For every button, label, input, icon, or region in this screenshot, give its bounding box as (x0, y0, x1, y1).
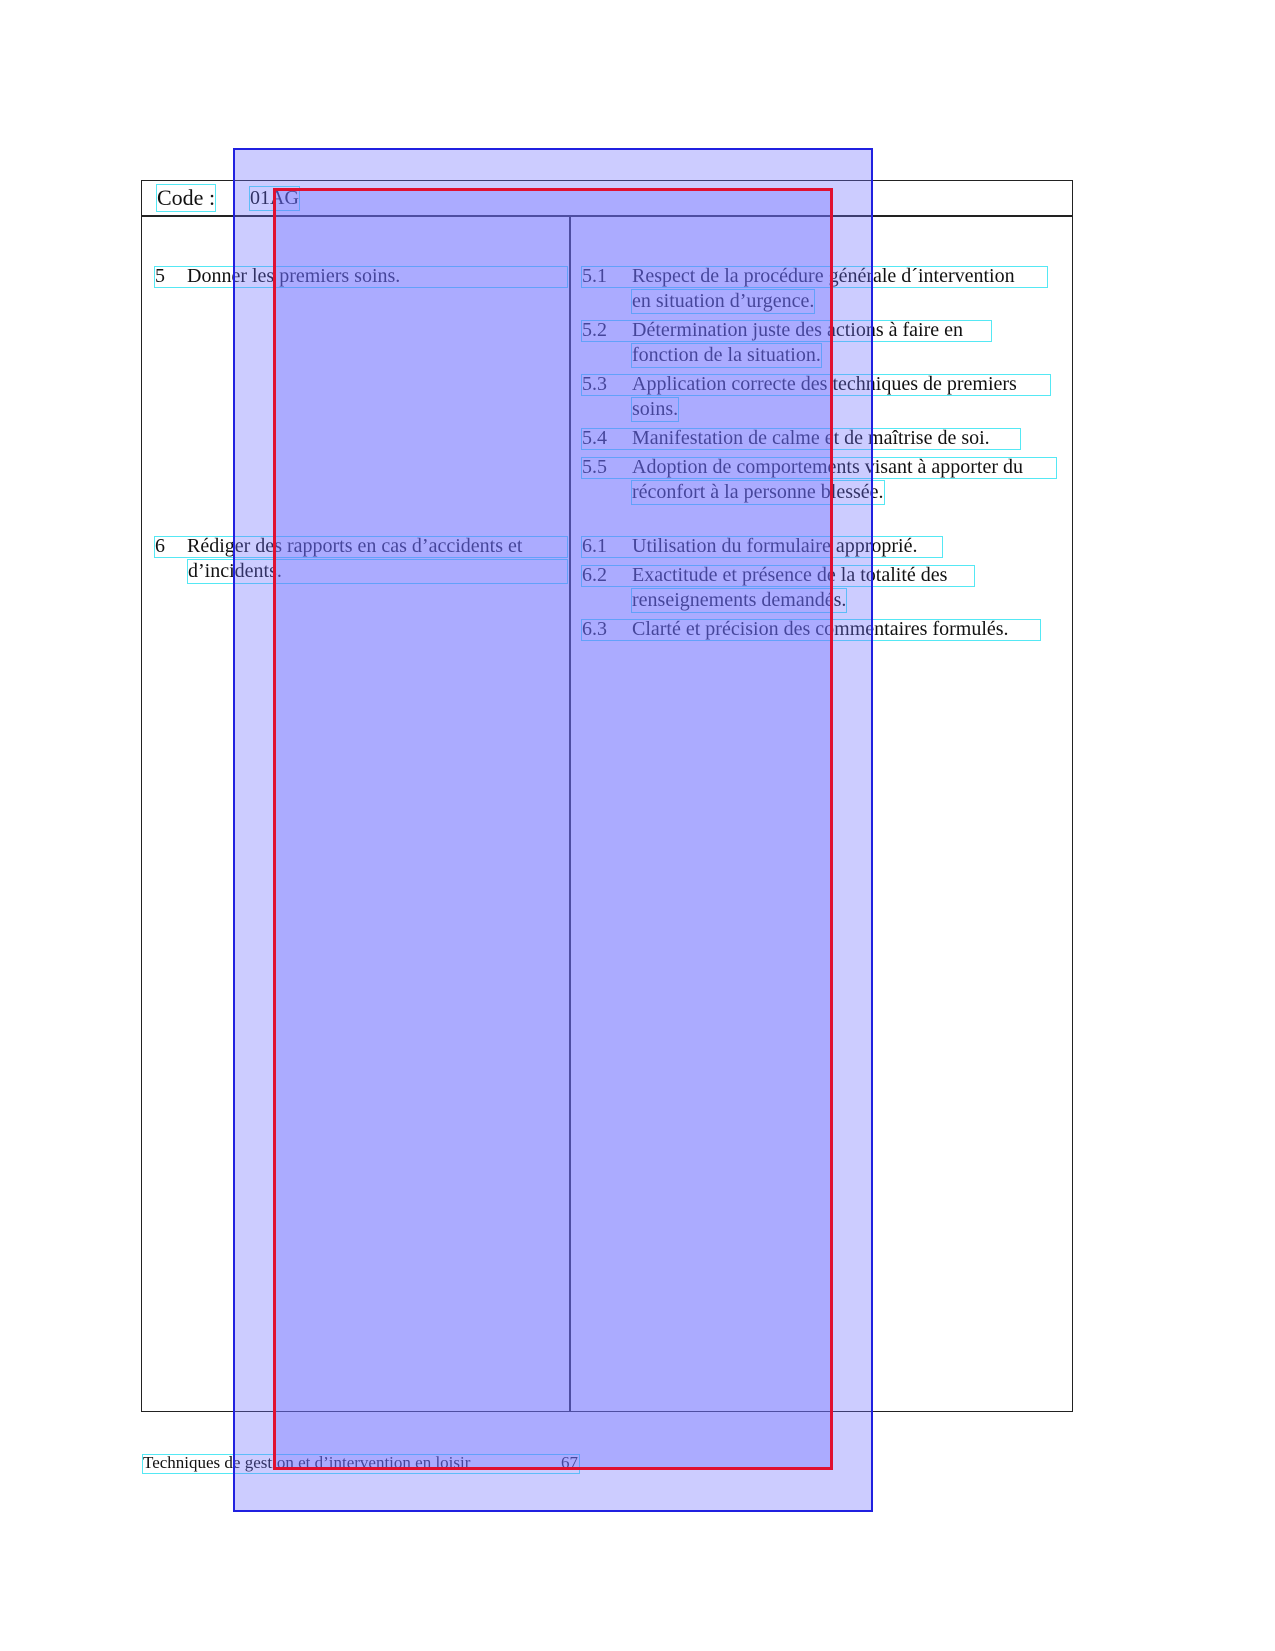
criterion-text: Application correcte des techniques de premiers (632, 373, 1017, 395)
competency-title-cont: d’incidents. (188, 560, 567, 583)
criterion-text: Détermination juste des actions à faire en (632, 319, 963, 341)
criterion-number: 5.1 (582, 265, 607, 287)
criterion-6-2-cont: renseignements demandés. (632, 589, 847, 611)
competency-title: Rédiger des rapports en cas d’accidents et (187, 535, 523, 557)
criterion-text: Utilisation du formulaire approprié. (632, 535, 918, 557)
criterion-number: 6.1 (582, 535, 607, 557)
competency-number: 5 (155, 265, 165, 287)
criterion-text: Exactitude et présence de la totalité des (632, 564, 948, 586)
criterion-number: 6.2 (582, 564, 607, 586)
criterion-5-3-cont: soins. (632, 398, 679, 420)
criterion-number: 5.4 (582, 427, 607, 449)
criterion-text: Manifestation de calme et de maîtrise de soi. (632, 427, 990, 449)
footer-program: Techniques de gestion et d’intervention en loisir (143, 1453, 471, 1472)
code-value: 01AG (250, 187, 299, 209)
criterion-text: Clarté et précision des commentaires formulés. (632, 618, 1009, 640)
criterion-number: 5.3 (582, 373, 607, 395)
criterion-number: 5.2 (582, 319, 607, 341)
criterion-number: 5.5 (582, 456, 607, 478)
criterion-number: 6.3 (582, 618, 607, 640)
region-overlay-inner (273, 188, 833, 1470)
competency-title: Donner les premiers soins. (187, 265, 401, 287)
code-label: Code : (157, 185, 216, 210)
criterion-text: Adoption de comportements visant à apporter du (632, 456, 1024, 478)
criterion-5-1-cont: en situation d’urgence. (632, 290, 815, 312)
competency-number: 6 (155, 535, 165, 557)
page-number: 67 (561, 1453, 578, 1472)
criterion-5-5-cont: réconfort à la personne blessée. (632, 481, 884, 503)
criterion-5-2-cont: fonction de la situation. (632, 344, 821, 366)
criterion-text: Respect de la procédure générale d´intervention (632, 265, 1015, 287)
